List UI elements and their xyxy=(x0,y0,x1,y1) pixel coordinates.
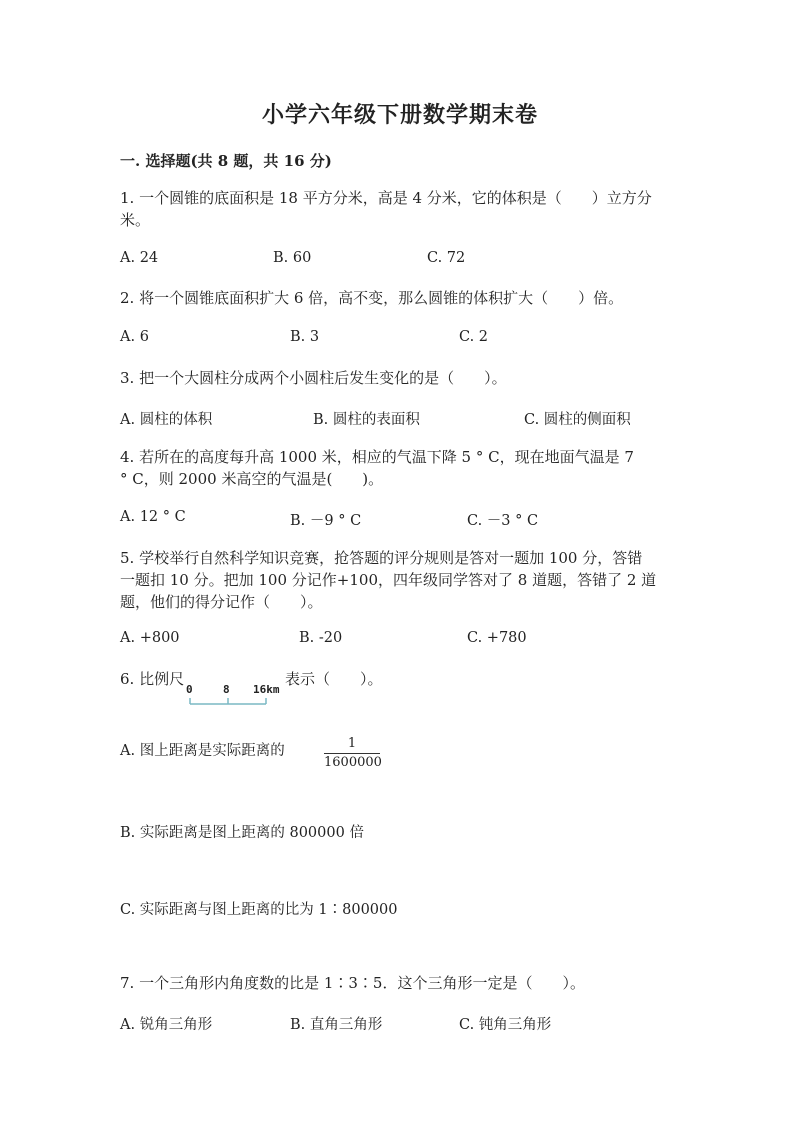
question-5-option-b: B. -20 xyxy=(299,630,343,646)
question-1-option-a: A. 24 xyxy=(120,250,159,266)
section-heading: 一. 选择题(共 8 题，共 16 分) xyxy=(120,152,332,170)
question-5-line-1: 5. 学校举行自然科学知识竞赛，抢答题的评分规则是答对一题加 100 分，答错 xyxy=(120,549,643,567)
question-3-option-a: A. 圆柱的体积 xyxy=(120,412,213,428)
fraction-denominator: 1600000 xyxy=(324,755,382,770)
question-6-option-b: B. 实际距离是图上距离的 800000 倍 xyxy=(120,825,364,841)
question-1-option-c: C. 72 xyxy=(427,250,466,266)
question-6-prefix: 6. 比例尺 xyxy=(120,670,185,688)
scale-label-8: 8 xyxy=(223,683,230,696)
fraction-one-over-1600000 xyxy=(324,736,380,771)
question-1-option-b: B. 60 xyxy=(273,250,312,266)
fraction-numerator: 1 xyxy=(347,736,357,751)
question-7-option-b: B. 直角三角形 xyxy=(290,1017,383,1033)
scale-label-0: 0 xyxy=(186,683,193,696)
question-7-option-c: C. 钝角三角形 xyxy=(459,1017,552,1033)
question-5-option-a: A. +800 xyxy=(120,630,180,646)
question-5-line-3: 题，他们的得分记作（ ）。 xyxy=(120,593,323,611)
fraction-bar xyxy=(324,753,380,754)
question-5-option-c: C. +780 xyxy=(467,630,527,646)
question-7-option-a: A. 锐角三角形 xyxy=(120,1017,213,1033)
question-6-suffix: 表示（ ）。 xyxy=(285,670,383,688)
question-4-line-2: ° C，则 2000 米高空的气温是( )。 xyxy=(120,470,384,488)
question-2-text: 2. 将一个圆锥底面积扩大 6 倍，高不变，那么圆锥的体积扩大（ ）倍。 xyxy=(120,289,624,307)
question-3-option-c: C. 圆柱的侧面积 xyxy=(524,412,631,428)
question-6-option-a: A. 图上距离是实际距离的 xyxy=(120,743,285,759)
question-4-option-b: B. －9 ° C xyxy=(290,513,362,529)
question-2-option-b: B. 3 xyxy=(290,329,320,345)
question-4-option-c: C. －3 ° C xyxy=(467,513,539,529)
question-6-option-c: C. 实际距离与图上距离的比为 1∶800000 xyxy=(120,902,398,918)
page-title: 小学六年级下册数学期末卷 xyxy=(261,102,538,128)
scale-label-16km: 16km xyxy=(253,683,280,696)
question-4-option-a: A. 12 ° C xyxy=(120,509,186,525)
scale-bar-line xyxy=(183,696,283,708)
question-7-text: 7. 一个三角形内角度数的比是 1∶3∶5．这个三角形一定是（ ）。 xyxy=(120,974,585,992)
question-4-line-1: 4. 若所在的高度每升高 1000 米，相应的气温下降 5 ° C，现在地面气温是 7 xyxy=(120,448,634,466)
question-2-option-a: A. 6 xyxy=(120,329,149,345)
question-1-line-1: 1. 一个圆锥的底面积是 18 平方分米，高是 4 分米，它的体积是（ ）立方分 xyxy=(120,189,652,207)
question-3-text: 3. 把一个大圆柱分成两个小圆柱后发生变化的是（ ）。 xyxy=(120,369,507,387)
question-1-line-2: 米。 xyxy=(120,211,151,229)
question-2-option-c: C. 2 xyxy=(459,329,489,345)
question-3-option-b: B. 圆柱的表面积 xyxy=(313,412,420,428)
scale-bar-figure xyxy=(183,683,283,709)
question-5-line-2: 一题扣 10 分。把加 100 分记作+100，四年级同学答对了 8 道题，答错了 2 道 xyxy=(120,571,657,589)
